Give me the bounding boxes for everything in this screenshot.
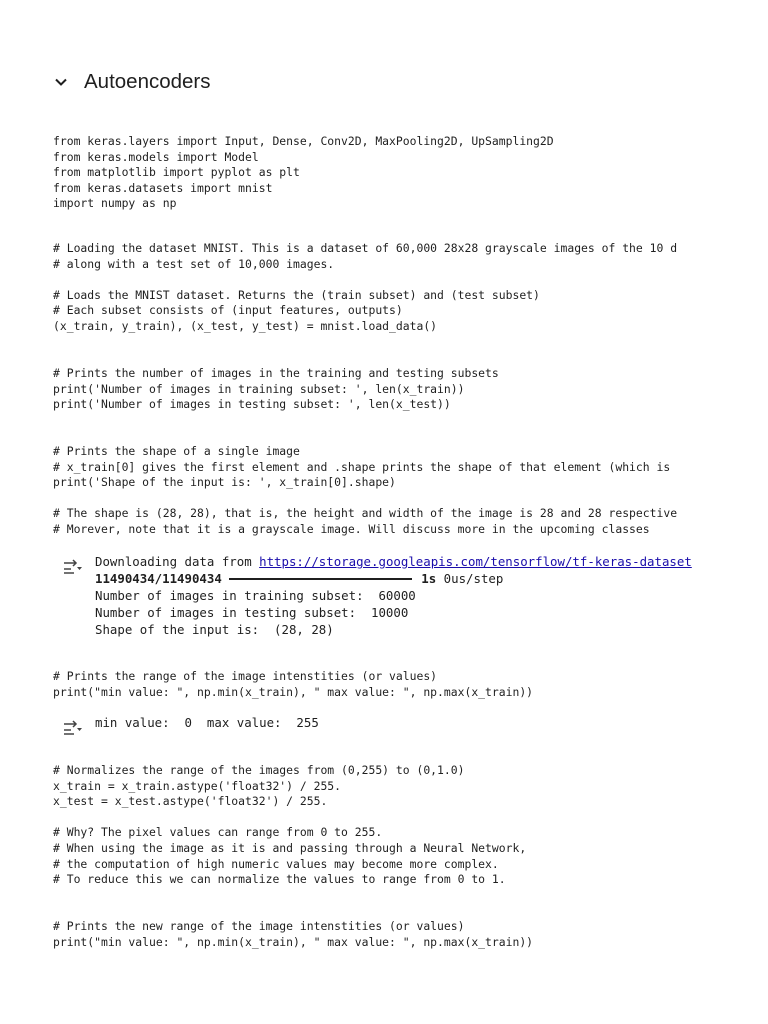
code-cell-intensity-range[interactable]: # Prints the range of the image intenstities (or values) print("min value: ", np.min(x_train), " max value: ", np.max(x_train)): [53, 669, 534, 699]
code-cell-normalize[interactable]: # Normalizes the range of the images from (0,255) to (0,1.0) x_train = x_train.astype('float32') / 255. x_test = x_test.astype('float32') / 255. # Why? The pixel values can range from 0 to 255. # When using the image as it is and passing through a Neural Network, # the computation of high numeric values may become more complex. # To reduce this we can normalize the values to range from 0 to 1.: [53, 763, 527, 887]
output-toggle-icon[interactable]: [61, 716, 83, 736]
output-lines: Number of images in training subset: 60000 Number of images in testing subset: 10000 Shape of the input is: (28, 28): [95, 588, 416, 638]
download-prefix: Downloading data from: [95, 554, 260, 569]
progress-bar: [229, 578, 412, 580]
code-cell-load-dataset[interactable]: # Loading the dataset MNIST. This is a dataset of 60,000 28x28 grayscale images of the 10 d # along with a test set of 10,000 images. # Loads the MNIST dataset. Returns the (train subset) and (test subset) # Each subset consists of (input features, outputs) (x_train, y_train), (x_test, y_test) = mnist.load_data(): [53, 241, 678, 333]
code-cell-imports[interactable]: from keras.layers import Input, Dense, Conv2D, MaxPooling2D, UpSampling2D from keras.models import Model from matplotlib import pyplot as plt from keras.datasets import mnist import numpy as np: [53, 134, 554, 211]
cell-output-2: min value: 0 max value: 255: [95, 715, 319, 730]
progress-count: 11490434/11490434: [95, 571, 222, 586]
section-header[interactable]: [52, 64, 211, 100]
section-title: Autoencoders: [84, 70, 211, 93]
progress-rate: 0us/step: [436, 571, 504, 586]
chevron-down-icon[interactable]: [52, 73, 70, 91]
code-cell-image-shape[interactable]: # Prints the shape of a single image # x_train[0] gives the first element and .shape prints the shape of that element (which is print('Shape of the input is: ', x_train[0].shape) # The shape is (28, 28), that is, the height and width of the image is 28 and 28 respective # Morever, note that it is a grayscale image. Will discuss more in the upcoming classes: [53, 444, 678, 536]
progress-time: 1s: [421, 571, 437, 586]
download-line: [95, 553, 692, 570]
download-link[interactable]: https://storage.googleapis.com/tensorflow/tf-keras-dataset: [259, 554, 692, 569]
progress-line: [95, 570, 503, 587]
output-toggle-icon[interactable]: [61, 555, 83, 575]
code-cell-image-counts[interactable]: # Prints the number of images in the training and testing subsets print('Number of images in training subset: ', len(x_train)) print('Number of images in testing subset: ', len(x_test)): [53, 366, 499, 412]
code-cell-new-range[interactable]: # Prints the new range of the image intenstities (or values) print("min value: ", np.min(x_train), " max value: ", np.max(x_train)): [53, 919, 534, 949]
